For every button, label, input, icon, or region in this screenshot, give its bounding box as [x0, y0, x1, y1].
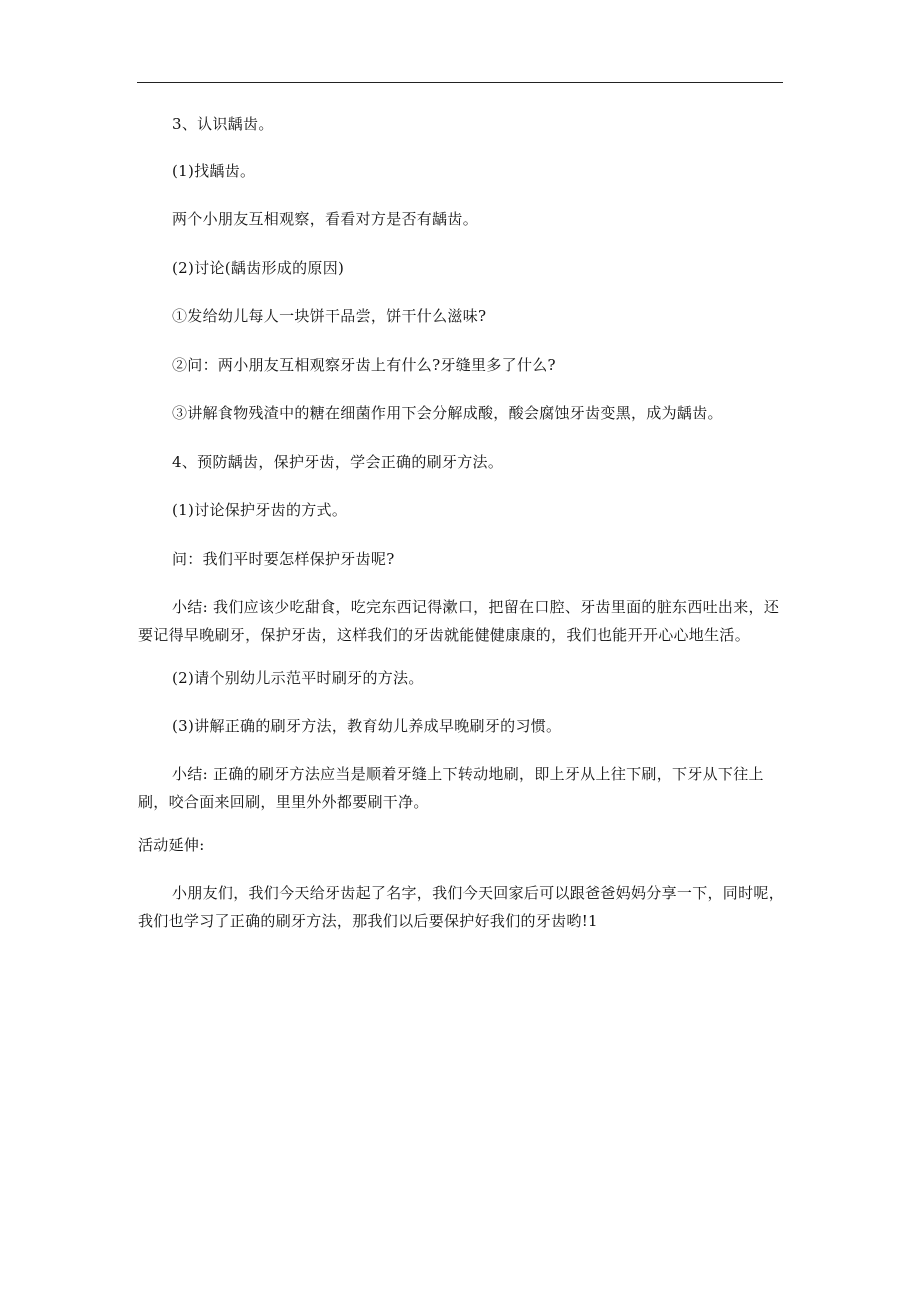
extension-heading: 活动延伸:	[138, 836, 205, 854]
section4-summary2: 小结: 正确的刷牙方法应当是顺着牙缝上下转动地刷，即上牙从上往下刷，下牙从下往上刷，咬合面来回刷，里里外外都要刷干净。	[138, 765, 764, 811]
section3-item1: (1)找龋齿。	[172, 162, 256, 180]
section3-heading: 3、认识龋齿。	[172, 115, 274, 133]
section4-question: 问：我们平时要怎样保护牙齿呢?	[172, 550, 395, 568]
section3-step2: ②问：两小朋友互相观察牙齿上有什么?牙缝里多了什么?	[172, 356, 556, 374]
extension-body: 小朋友们，我们今天给牙齿起了名字，我们今天回家后可以跟爸爸妈妈分享一下，同时呢，我们也学习了正确的刷牙方法，那我们以后要保护好我们的牙齿哟!1	[138, 884, 785, 930]
section3-step3: ③讲解食物残渣中的糖在细菌作用下会分解成酸，酸会腐蚀牙齿变黑，成为龋齿。	[172, 404, 723, 422]
section3-item2: (2)讨论(龋齿形成的原因)	[172, 259, 345, 277]
section3-observe: 两个小朋友互相观察，看看对方是否有龋齿。	[172, 210, 479, 228]
section4-item3: (3)讲解正确的刷牙方法，教育幼儿养成早晚刷牙的习惯。	[172, 717, 562, 735]
section4-summary1: 小结: 我们应该少吃甜食，吃完东西记得漱口，把留在口腔、牙齿里面的脏东西吐出来，还要记得早晚刷牙，保护牙齿，这样我们的牙齿就能健健康康的，我们也能开开心心地生活。	[138, 598, 780, 644]
header-rule	[137, 82, 783, 83]
section4-item2: (2)请个别幼儿示范平时刷牙的方法。	[172, 669, 424, 687]
section4-heading: 4、预防龋齿，保护牙齿，学会正确的刷牙方法。	[172, 453, 504, 471]
section3-step1: ①发给幼儿每人一块饼干品尝，饼干什么滋味?	[172, 307, 487, 325]
section4-item1: (1)讨论保护牙齿的方式。	[172, 501, 348, 519]
